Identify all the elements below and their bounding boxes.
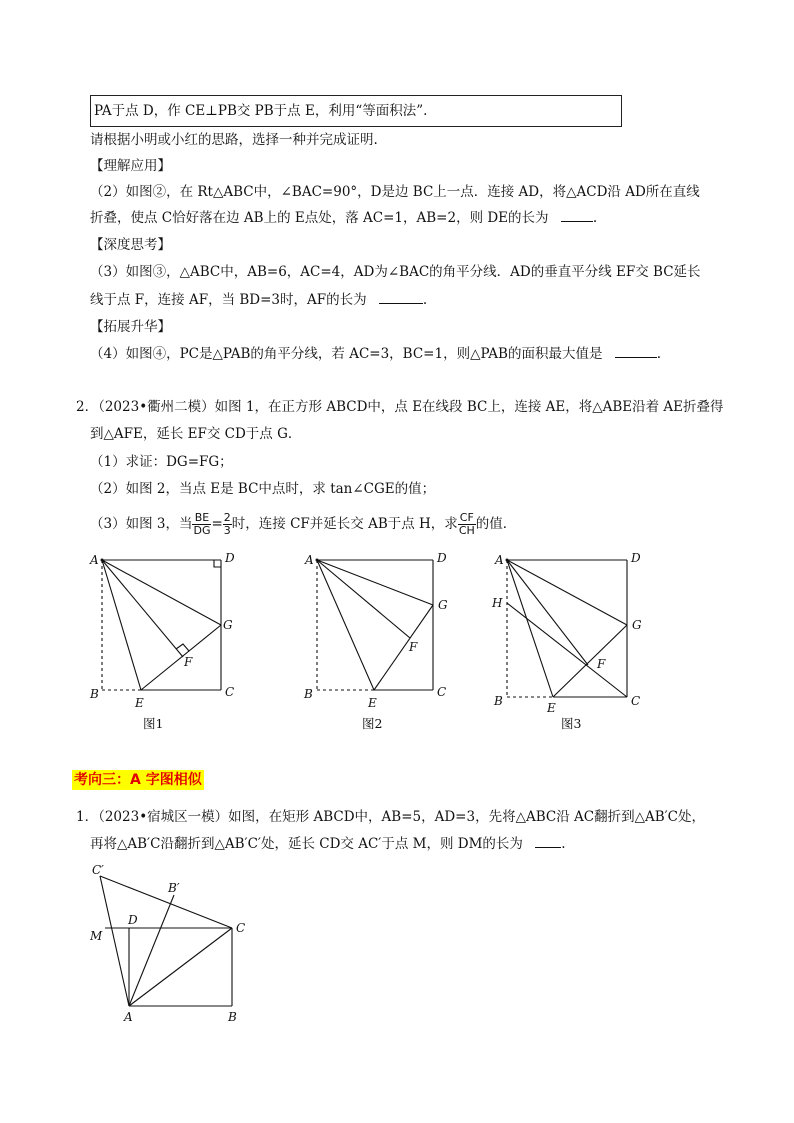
label-c: C [225, 685, 235, 699]
label-a: A [90, 553, 99, 567]
q2-stem-line1: 2．（2023•衢州二模）如图 1，在正方形 ABCD中，点 E在线段 BC上，连接 AE，将△ABE沿着 AE折叠得 [76, 399, 724, 415]
label-h: H [492, 596, 503, 610]
label-g: G [438, 598, 448, 612]
fraction-numerator: 2 [223, 511, 231, 524]
fraction-denominator: 3 [223, 524, 231, 537]
answer-blank[interactable] [535, 835, 561, 848]
q2-sub3 [90, 510, 516, 538]
q2-sub1: （1）求证：DG=FG； [90, 454, 233, 470]
figure-2 [317, 560, 433, 690]
q2-sub3-text-a: （3）如图 3，当 [90, 516, 193, 532]
label-g: G [223, 618, 233, 632]
q2-sub3-text-b: 时，连接 CF并延长交 AB于点 H，求 [231, 516, 458, 532]
label-m: M [90, 929, 103, 943]
fraction-2-3 [223, 512, 232, 537]
fraction-numerator: BE [192, 512, 211, 525]
label-b: B [494, 694, 503, 708]
label-f: F [184, 655, 193, 669]
label-e: E [135, 696, 144, 710]
fraction-denominator: CH [458, 524, 475, 537]
period: . [592, 210, 598, 226]
answer-blank[interactable] [379, 291, 423, 304]
figure-1 [102, 560, 221, 690]
q3-stem-line1: 1．（2023•宿城区一模）如图，在矩形 ABCD中，AB=5，AD=3，先将△ABC沿 AC翻折到△AB′C处， [76, 809, 706, 825]
q1-part2-text: 折叠，使点 C恰好落在边 AB上的 E点处，落 AC=1，AB=2，则 DE的长为 [90, 210, 549, 226]
label-c-prime: C′ [92, 863, 104, 877]
label-e: E [547, 701, 556, 715]
figure-caption-1: 图1 [143, 716, 164, 731]
figure-caption-3: 图3 [561, 716, 582, 731]
q2-figures [80, 545, 670, 740]
label-c: C [236, 921, 246, 935]
q1-part2-line2 [90, 209, 597, 227]
q1-part2-line1: （2）如图②，在 Rt△ABC中，∠BAC=90°，D是边 BC上一点．连接 AD，将△ACD沿 AD所在直线 [90, 184, 700, 200]
label-b: B [90, 687, 99, 701]
label-d: D [225, 551, 235, 565]
q1-part3-text: 线于点 F，连接 AF，当 BD=3时，AF的长为 [90, 292, 367, 308]
q3-figure [80, 858, 280, 1028]
q1-part3-line2 [90, 291, 427, 309]
q1-part3-line1: （3）如图③，△ABC中，AB=6，AC=4，AD为∠BAC的角平分线．AD的垂直平分线 EF交 BC延长 [90, 264, 701, 280]
label-c: C [631, 694, 641, 708]
q2-sub2: （2）如图 2，当点 E是 BC中点时，求 tan∠CGE的值； [90, 481, 436, 497]
fraction-denominator: DG [193, 524, 211, 537]
label-f: F [409, 640, 418, 654]
figure-caption-2: 图2 [362, 716, 383, 731]
figure-3 [507, 560, 627, 697]
label-b: B [228, 1010, 237, 1024]
label-c: C [437, 685, 447, 699]
label-e: E [368, 696, 377, 710]
period: . [422, 292, 428, 308]
label-a: A [495, 553, 504, 567]
section-expand-heading: 【拓展升华】 [90, 319, 171, 335]
fraction-cf-ch [458, 512, 476, 537]
period: . [656, 346, 662, 362]
label-b-prime: B′ [168, 881, 180, 895]
answer-blank[interactable] [615, 345, 657, 358]
section-understand-heading: 【理解应用】 [90, 158, 171, 174]
label-a: A [305, 553, 314, 567]
q1-part4-text: （4）如图④，PC是△PAB的角平分线，若 AC=3，BC=1，则△PAB的面积最大值是 [90, 346, 603, 362]
intro-line-2: 请根据小明或小红的思路，选择一种并完成证明. [90, 132, 378, 148]
label-b: B [304, 687, 313, 701]
equals-sign: = [211, 516, 223, 532]
q3-stem-text: 再将△AB′C沿翻折到△AB′C′处，延长 CD交 AC′于点 M，则 DM的长为 [90, 836, 523, 852]
period: . [561, 836, 566, 852]
q2-stem-line2: 到△AFE，延长 EF交 CD于点 G． [90, 426, 302, 442]
label-d: D [631, 551, 641, 565]
label-a: A [124, 1010, 133, 1024]
q1-part4-line1 [90, 345, 661, 363]
fraction-be-dg [192, 512, 211, 537]
q3-stem-line2 [90, 835, 565, 853]
label-f: F [597, 657, 606, 671]
label-d: D [128, 913, 138, 927]
fraction-numerator: CF [459, 511, 474, 524]
label-g: G [632, 618, 642, 632]
section-heading: 考向三：A 字图相似 [74, 772, 202, 788]
section-deep-heading: 【深度思考】 [90, 237, 171, 253]
answer-blank[interactable] [561, 209, 593, 222]
q2-sub3-text-c: 的值． [475, 516, 517, 532]
label-d: D [437, 551, 447, 565]
intro-line-1: PA于点 D，作 CE⊥PB交 PB于点 E，利用“等面积法”. [94, 103, 428, 119]
